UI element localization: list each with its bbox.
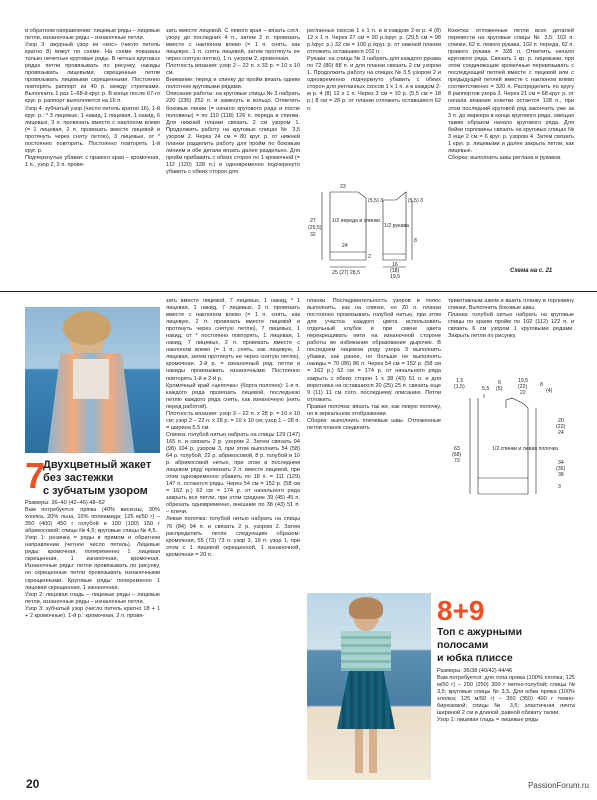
diagram-label: (68) bbox=[452, 452, 462, 458]
diagram-label: 63 bbox=[454, 446, 460, 452]
page-number: 20 bbox=[26, 777, 40, 791]
diagram-label: 8 bbox=[414, 238, 417, 244]
diagram-label: 32 bbox=[310, 232, 316, 238]
diagram-label: 2 bbox=[368, 254, 371, 260]
diagram-label: 25 (27) 28,5 bbox=[332, 270, 360, 276]
diagram-label: 1,5 bbox=[456, 378, 464, 384]
diagram-label: (5,5) 3 bbox=[368, 198, 383, 204]
project-number: 7 bbox=[25, 455, 46, 496]
diagram-label: 6 bbox=[498, 380, 501, 386]
diagram-label: 27 bbox=[310, 218, 316, 224]
diagram-label: 1/2 рукава bbox=[384, 223, 409, 229]
diagram-label: (5) bbox=[496, 386, 503, 392]
project-7-column-2: зать вместе лицевой, 7 лицевых, 1 накид, * 1 лицевая, 1 накид, 7 лицевых, 3 п. провязать вместе с наклоном влево (= 1 п. снять, как лицевую, 2 п. провязать вместе лицевой и протянуть через снятую петлю), 7 лицевых, 1 накид, от * постоянно повторять, 1 лицевая, 1 накид, 7 лицевых, 2 п. провязать вместе с наклоном влево (= 1 п. снять, как лицевую, 1 лицевая, затем протянуть ее через снятую петлю), кромочная. 2-й р. = изнаночный ряд: петли и накиды провязывать изнаночными. Постоянно повторять 1-й и 2-й р. Кромочный край «цепочка» (борта полочек): 1-я п. каждого ряда провязать лицевой, последнюю петлю каждого ряда снять, как изнаночную (нить перед работой). Плотность вязания: узор 3 – 22 п. x 28 р. = 10 x 10 см; узор 2 – 22 п. x 28 р. = 10 x 10 см; узор 1 – 28 п. = ширина 5,5 см. Спинка: голубой нитью набрать на спицы 129 (147) 165 п. и связать 2 р. узором 2. Затем связать 94 (98) 104 р. узором 3, при этом выполнить 54 (58) 64 р. голубой, 22 р. абрикосовой, 8 р. голубой и 10 р. абрикосовой нитью, при этом в последнем лицевом ряду провязать 2 п. вместе лицевой, при этом одновременно убавить по 18 п. = 111 (129) 147 п. остаются ряды. Через 54 см = 152 р. (58 см = 162 р.) 62 см = 174 р. от начального ряда закрыть все петли, при этом средние 39 (45) 45 п. обрезать одновременно, внешние по 38 (43) 51 п. – плечи. Левая полочка: голубой нитью набрать на спицы 76 (84) 94 п. и связать 2 р. узором 2. Затем распределить петли следующим образом: кромочная, 55 (73) 73 п. узор 3, 19 п. узор 1, при этом с 1 лицевой скрещенной, 1 изнаночной, кромочная = 20 п. bbox=[166, 298, 300, 558]
diagram-label: (1,5) bbox=[454, 384, 465, 390]
diagram-label: (5,5) 3 bbox=[408, 198, 423, 204]
diagram-label: 19,5 bbox=[390, 274, 401, 280]
diagram-label: 38 bbox=[558, 472, 564, 478]
project-7-column-4: трикотажным швом и вшить планку в горловину спинки. Выполнить боковые швы. Планка: голубой нитью набрать на круговые спицы по краям пройм по 102 (112) 122 п. и связать 6 см узором 1 круговыми рядами. Закрыть петли по рисунку. bbox=[448, 298, 574, 340]
project-title: Двухцветный жакет без застежки с зубчатым узором bbox=[43, 459, 152, 497]
diagram-label: 16 bbox=[392, 262, 398, 268]
project-7-column-3: планки. Последовательность узоров и полос выполнить, как на спинке, но 20 п. планки постоянно провязывать голубой нитью, при этом для участка каждого цвета использовать отдельный клубок и при смене цвета перекрещивать нити на изнаночной стороне работы во избежание образования дырочек. В последнем лицевом ряду узора 3 выполнить убавки, как ранее, но больше не выполнять накиды = 70 (86) 86 п. Через 54 см = 152 р. (58 см = 162 р.) 62 см = 174 р. от начального ряда закрыть с обеих сторон 1 x 38 (43) 51 п. и для воротника на оставшихся 20 (25) 25 п. связать еще 9 (11) 11 см согл. последнему описанию. Петли отложить. Правая полочка: вязать так же, как левую полочку, но в зеркальном отображении. Сборка: выполнить плечевые швы. Отложенные петли планок соединить bbox=[307, 298, 441, 431]
top-column-1: и обратном направлении: лицевые ряды – лицевые петли, изнаночные ряды – изнаночные петли. Узор 3: ажурный узор из «кос» (число петель кратно 8) вяжут по схеме. На схеме показаны только нечетные круговые ряды. В четных круговых рядах петли провязывать по рисунку, накиды провязывать лицевыми, скрещенные петли провязывать лицевыми скрещенными. Постоянно повторять раппорт из 40 р. между стрелками. Выполнить 1 раз 1–68-й круг. р. В конце после 67-го круг. р. раппорт выполняется на 16 п. Узор 4: зубчатый узор (число петель кратно 16). 1-й круг. р.: * 3 лицевые, 1 накид, 1 лицевая, 1 накид, 6 лицевых, 3 п. провязать вместе с наклоном влево (= 1 лицевая, 2 п. провязать вместе лицевой и протянуть через сняту петлю), 3 лицевые, от * постоянно повторять. Постоянно повторять 1-й круг. р. Подчеркнутые убавки: с правого края – кромочная, 1 п., узор 2, 2 п. провя- bbox=[25, 28, 160, 168]
diagram-label: 3 bbox=[558, 484, 561, 490]
top-column-4: Кокетка: отложенные петли всех деталей перевести на круговые спицы № 3,5: 102 п. спинки, 62 п. левого рукава, 102 п. переда, 62 п. правого рукава = 328 п. Отметить начало кругового ряда. Связать 1 кр. р. лицевыми, при этом соединяющие кромочные перевязывать с последующей петлей вместе с лицевой или с предыдущей петлей вместе с наклоном влево соответственно = 320 п. Распределить по кругу 8 раппортов узора 3. Через 21 см = 68 круг. р. от начала вязания кокетки остается 128 п., при этом последний круговой ряд закончить уже за 3 п. до маркера в конце кругового ряда, смещая таким образом начало кругового ряда. Для бейки горловины связать на круговых спицах № 3 еще 2 см = 6 круг. р. узором 4. Затем связать 1 круг. р. лицевыми и далее закрыть петли, как лицевые. Сборка: выполнить швы реглана и рукавов. bbox=[448, 28, 574, 161]
diagram-label: 1/2 спинки и левая полочка bbox=[492, 446, 558, 452]
top-column-3: регланных скосов 1 x 1 п. и в каждом 2-м р. 4 (8) 12 x 1 п. Через 27 см = 90 р./круг. р. (29,5 см = 98 р./круг. р.) 32 см = 106 р./круг. р. от нижней планки отложить оставшиеся 102 п. Рукава: на спицы № 3 набрать для каждого рукава по 72 (80) 88 п. и для планки связать 2 см узором 1. Продолжить работу на спицах № 3,5 узором 2 и одновременно подчеркнуто убавить с обеих сторон для регланных скосов 1 x 1 п. и в каждом 2-м р. 4 (8) 12 x 1 п. Через 3 см = 10 р. (5,5 см = 18 р.) 8 см = 26 р. от планки отложить оставшиеся 62 п. bbox=[307, 28, 441, 112]
project-8-9-text: Размеры: 36/38 (40/42) 44/46 Вам потребуется: для топа пряжа (100% хлопка; 125 м/50 г) – 200 (250) 300 г мятно-голубой; спицы № 3,5; круговые спицы № 3,5. Для юбки пряжа (100% хлопка; 125 м/50 г) – 350 (350) 400 г темно-бирюзовой; спицы № 3,5; эластичная лента шириной 2 см и длиной, равной обхвату талии. Узор 1: лицевая гладь = лицевые ряды bbox=[437, 668, 575, 724]
project-7-column-1: Размеры: 36–40 (42–46) 48–52 Вам потребуется: пряжа (40% вискозы, 30% хлопка, 20% льна, 10% полиамида; 125 м/50 г) – 350 (400) 450 г голубой и 100 (100) 150 г абрикосовой; спицы № 4,5; круговые спицы № 4,5. Узор 1: резинка = ряды в прямом и обратном направлении (четное число петель). Лицевые ряды: кромочная, попеременно 1 лицевая скрещенная, 1 изнаночная, кромочная. Изнаночные ряды: петли провязывать по рисунку, но скрещенные петли провязывать изнаночными скрещенными. Круговые ряды: попеременно 1 лицевая скрещенная, 1 изнаночная. Узор 2: лицевая гладь – лицевые ряды – лицевые петли, изнаночные ряды – изнаночные петли. Узор 3: зубчатый узор (число петель кратно 18 + 1 + 2 кромочные). 1-й р.: кромочная, 2 п. провя- bbox=[25, 500, 160, 619]
diagram-label: 23 bbox=[340, 184, 346, 190]
watermark: PassionForum.ru bbox=[528, 781, 589, 790]
diagram-label: 24 bbox=[558, 430, 564, 436]
diagram-label: 5,5 bbox=[482, 386, 490, 392]
diagram-label: 73 bbox=[454, 458, 460, 464]
project-title: Топ с ажурными полосами и юбка плиссе bbox=[437, 626, 523, 664]
diagram-label: (4) bbox=[546, 388, 553, 394]
diagram-label: (36) bbox=[556, 466, 566, 472]
diagram-label: 19,5 bbox=[518, 378, 529, 384]
diagram-label: (22) bbox=[556, 424, 566, 430]
project-number: 8+9 bbox=[437, 595, 485, 626]
diagram-label: (22) bbox=[518, 384, 528, 390]
diagram-label: 34 bbox=[558, 460, 564, 466]
raglan-pattern-diagram bbox=[308, 172, 444, 284]
diagram-label: 24 bbox=[342, 243, 348, 249]
diagram-label: 1/2 переда и спинки bbox=[332, 218, 381, 224]
top-and-skirt-photo bbox=[307, 593, 431, 780]
diagram-label: 22 bbox=[520, 390, 526, 396]
diagram-label: 8 bbox=[540, 382, 543, 388]
schema-reference: Схема на с. 21 bbox=[510, 268, 553, 274]
jacket-photo bbox=[25, 307, 160, 453]
section-divider bbox=[0, 291, 597, 292]
diagram-label: 20 bbox=[558, 418, 564, 424]
diagram-label: (29,5) bbox=[308, 225, 322, 231]
back-front-pattern-diagram bbox=[448, 378, 576, 502]
diagram-label: (18) bbox=[390, 268, 400, 274]
top-column-2: зать вместе лицевой. С левого края – вязать согл. узору до последних 4 п., затем 2 п. провязать вместе с наклоном влево (= 1 п. снять, как лицевую, 1 п. снять лицевой, затем протянуть ее через снятую петлю), 1 п. узором 2, кромочная. Плотность вязания: узор 2 – 22 п. x 33 р. = 10 x 10 см. Внимание: перед и спинку до пройм вязать одним полотном круговыми рядами. Описание работы: на круговые спицы № 3 набрать 220 (236) 252 п. и замкнуть в кольцо. Отметить боковые линии (= начало кругового ряда и после половины) = по 110 (118) 126 п. переда и спинки. Для нижней планки связать 2 см узором 1. Продолжить работу на круговых спицах № 3,5 узором 2. Через 24 см = 80 круг. р. от нижней планки разделить работу для пройм по боковым линиям и обе детали вязать далее раздельно. Для пройм прибавить с обеих сторон по 1 кромочной (= 112 (120) 128 п.) и одновременно подчеркнуто убавить с обеих сторон для bbox=[166, 28, 300, 175]
